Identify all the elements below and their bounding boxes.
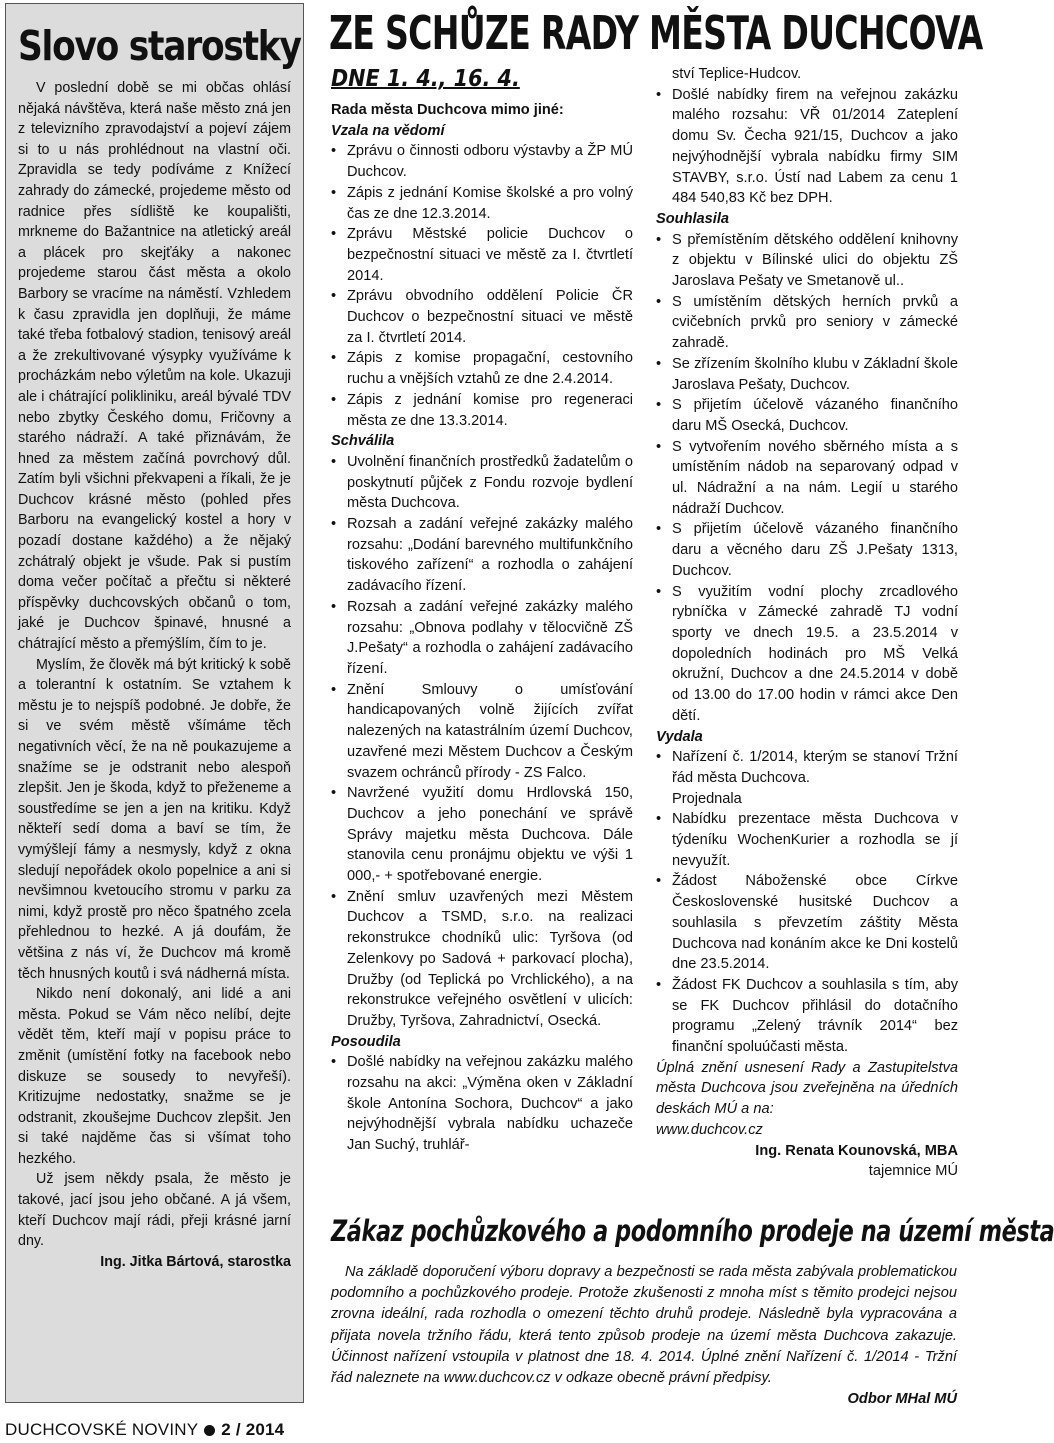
- page-footer: [5, 1420, 284, 1440]
- list-posoudila: [331, 1052, 633, 1156]
- notice-title: Zákaz pochůzkového a podomního prodeje na území města: [331, 1214, 1054, 1248]
- mayor-paragraph: V poslední době se mi občas ohlásí nějaká návštěva, která naše město zná jen z televizního zpravodajství a pojeví zájem si to u nás prohlédnout na vlastní oči. Zpravidla se tedy podíváme z Knížecí zahrady do zámecké, projedeme město od radnice přes sídliště ke koupališti, mrkneme do Bažantnice na atletický areál a plácek pro skejťáky a nakonec projedeme starou část města a okolo Barbory se vracíme na náměstí. Vzhledem k času zpravidla jen doplňuji, že máme také třeba fotbalový stadion, tenisový areál a že zrekultivované výsypky využíváme k procházkám nebo výletům na kole. Ukazuji ale i chátrající polikliniku, areál bývalé TDV nebo zbytky Českého domu, Fričovny a starého nádraží. A také přiznávám, že hned za městem začíná povrchový důl. Zatím byli všichni překvapeni a říkali, že je Duchcov krásné město (pohled přes Barboru na evangelický kostel a hory v pozadí dostane každého) a že nějaký zchátralý objekt je všude. Pak si pustím doma večer počítač a přečtu si některé příspěvky duchcovských občanů o tom, jaké je Duchcov špinavé, hnusné a chátrající město a přemýšlím, čím to je.: [18, 80, 291, 653]
- list-item: • Rozsah a zadání veřejné zakázky malého rozsahu: „Dodání barevného multifunkčního tiskového zařízení“ a rozhodla o zahájení zadávacího řízení.: [331, 514, 633, 597]
- notice-paragraph: Na základě doporučení výboru dopravy a bezpečnosti se rada města zabývala problematickou podomního a pochůzkového prodeje. Protože zkušenosti z mnoha míst s těmito prodejci nejsou zrovna ideální, rada rozhodla o omezení těchto druhů prodeje. Následně byla vypracována a přijata novela tržního řádu, která tento způsob prodeje na území města Duchcova zakazuje. Účinnost nařízení vstoupila v platnost dne 18. 4. 2014. Úplné znění Nařízení č. 1/2014 - Tržní řád naleznete na www.duchcov.cz v odkaze obecně právní předpisy.: [331, 1264, 957, 1387]
- list-posoudila-2: [656, 85, 958, 209]
- issue-number: 2 / 2014: [221, 1420, 285, 1439]
- list-item: • S přijetím účelově vázaného finančního daru a věcného daru ZŠ J.Pešaty 1313, Duchcov.: [656, 519, 958, 581]
- list-item: • S přemístěním dětského oddělení knihovny z objektu v Bílinské ulici do objektu ZŠ Jaroslava Pešaty ve Smetanově ul..: [656, 230, 958, 292]
- list-item: • Znění smluv uzavřených mezi Městem Duchcov a TSMD, s.r.o. na realizaci rekonstrukce chodníků ulic: Tyršova (od Zelenkovy po Sadová + parkovací plocha), Družby (od Teplická po Vrchlického), a na rekonstrukce veřejného osvětlení v ulicích: Družby, Tyršova, Zahradnictví, Osecká.: [331, 887, 633, 1032]
- list-item: • Žádost Náboženské obce Církve Československé husitské Duchcov a souhlasila s převzetím záštity Města Duchcova nad konáním akce ke Dni kostelů dne 23.5.2014.: [656, 871, 958, 975]
- council-dates: DNE 1. 4., 16. 4.: [331, 66, 520, 92]
- list-item: • Nabídku prezentace města Duchcova v týdeníku WochenKurier a rozhodla se jí nevyužít.: [656, 809, 958, 871]
- list-item-continuation: ství Teplice-Hudcov.: [672, 66, 802, 82]
- section-heading-schvalila: Schválila: [331, 433, 395, 450]
- list-item: • S vytvořením nového sběrného místa a s umístěním nádob na separovaný odpad v ul. Nádražní a na nám. Legií u starého nádraží Duchcov.: [656, 437, 958, 520]
- list-vzala: [331, 141, 633, 431]
- list-item: • Rozsah a zadání veřejné zakázky malého rozsahu: „Obnova podlahy v tělocvičně ZŠ J.Pešaty“ a rozhodla o zahájení zadávacího řízení.: [331, 597, 633, 680]
- section-heading-vydala: Vydala: [656, 728, 703, 745]
- list-item: • Znění Smlouvy o umísťování handicapovaných volně žijících zvířat nalezených na katastrálním území Duchcov, uzavřené mezi Městem Duchcov a Českým svazem ochránců přírody - ZS Falco.: [331, 680, 633, 784]
- list-schvalila: [331, 452, 633, 1032]
- list-vydala: [656, 747, 958, 788]
- list-item: • Zprávu obvodního oddělení Policie ČR Duchcov o bezpečnostní situaci ve městě za I. čtvrtletí 2014.: [331, 286, 633, 348]
- closing-note: Úplná znění usnesení Rady a Zastupitelstva města Duchcova jsou zveřejněna na úředních deskách MÚ a na:: [656, 1059, 958, 1118]
- website-link[interactable]: www.duchcov.cz: [656, 1121, 763, 1138]
- section-heading-vzala: Vzala na vědomí: [331, 122, 445, 139]
- notice-signature: Odbor MHal MÚ: [847, 1391, 957, 1408]
- mayor-paragraph: Nikdo není dokonalý, ani lidé a ani města. Pokud se Vám něco nelíbí, dejte vědět těm, kteří mají v popisu práce to změnit (umístění fotky na facebook nebo diskuze se sousedy to nevyřeší). Kritizujme nedostatky, snažme se je odstranit, zkoušejme Duchcov zlepšit. Jen si také najděme čas si všímat toho hezkého.: [18, 986, 291, 1167]
- list-item: • Zápis z jednání Komise školské a pro volný čas ze dne 12.3.2014.: [331, 183, 633, 224]
- list-item: • Došlé nabídky firem na veřejnou zakázku malého rozsahu: VŘ 01/2014 Zateplení domu Sv. Čecha 921/15, Duchcov a jako nejvýhodnější vybrala nabídku firmy SIM STAVBY, s.r.o. Ústí nad Labem za cenu 1 484 540,83 Kč bez DPH.: [656, 85, 958, 209]
- list-item: • S využitím vodní plochy zrcadlového rybníčka v Zámecké zahradě TJ vodní sporty ve dnech 19.5. a 23.5.2014 v dopoledních hodinách pro MŠ Velká okružní, Duchcov a dne 24.5.2014 v době od 13.00 do 17.00 hodin v rámci akce Den dětí.: [656, 582, 958, 727]
- list-item: • S umístěním dětských herních prvků a cvičebních prvků pro seniory v zámecké zahradě.: [656, 292, 958, 354]
- list-item: • Se zřízením školního klubu v Základní škole Jaroslava Pešaty, Duchcov.: [656, 354, 958, 395]
- list-item: • Žádost FK Duchcov a souhlasila s tím, aby se FK Duchcov přihlásil do dotačního programu „Zelený trávník 2014“ bez finanční spoluúčasti města.: [656, 975, 958, 1058]
- author-name: Ing. Renata Kounovská, MBA: [755, 1142, 958, 1159]
- section-heading-souhlasila: Souhlasila: [656, 210, 729, 227]
- list-item: • Zápis z komise propagační, cestovního ruchu a vnějších vztahů ze dne 2.4.2014.: [331, 348, 633, 389]
- list-item: • Zprávu o činnosti odboru výstavby a ŽP MÚ Duchcov.: [331, 141, 633, 182]
- list-item: • Navržené využití domu Hrdlovská 150, Duchcov a jeho ponechání ve správě Správy majetku města Duchcova. Dále stanovila cenu pronájmu objektu ve výši 1 000,- + spotřebované energie.: [331, 783, 633, 887]
- council-column-left: [331, 100, 633, 1156]
- council-banner: ZE SCHŮZE RADY MĚSTA DUCHCOVA: [329, 6, 983, 60]
- list-projednala: [656, 809, 958, 1057]
- council-lead: Rada města Duchcova mimo jiné:: [331, 102, 564, 118]
- mayor-paragraph: Už jsem někdy psala, že město je takové, jací jsou jeho občané. A já všem, kteří Duchcov mají rádi, přeji krásné jarní dny.: [18, 1171, 291, 1250]
- section-heading-projednala: Projednala: [672, 790, 742, 807]
- mayor-paragraph: Myslím, že člověk má být kritický k sobě a tolerantní k ostatním. Se vztahem k městu je to nejspíš podobné. Je dobře, že si ve svém městě všímáme těch negativních věcí, že na ně poukazujeme a snažíme se je odstranit nebo alespoň zlepšit. Jen je škoda, když to přeženeme a soustředíme se jen a jen na kritiku. Když někteří sedí doma a baví se tím, že vymýšlejí fámy a nesmysly, když z okna sledují nepořádek okolo popelnice a ani si nevšimnou kvetoucího stromu v parku za nimi, když prostě pro něco špatného zcela přehlednou to hezké. A já doufám, že většina z nás ví, že Duchcov má kromě těch hnusných koutů i svá nádherná místa.: [18, 656, 291, 982]
- author-role: tajemnice MÚ: [868, 1163, 958, 1180]
- mayor-column-title: Slovo starostky: [18, 22, 301, 70]
- list-item: • S přijetím účelově vázaného finančního daru MŠ Osecká, Duchcov.: [656, 395, 958, 436]
- list-item: • Zápis z jednání komise pro regeneraci města ze dne 13.3.2014.: [331, 390, 633, 431]
- council-column-right: [656, 64, 958, 1182]
- mayor-signature: Ing. Jitka Bártová, starostka: [100, 1253, 291, 1270]
- list-item: • Nařízení č. 1/2014, kterým se stanoví Tržní řád města Duchcova.: [656, 747, 958, 788]
- bullet-dot-icon: [204, 1425, 215, 1436]
- mayor-column: [5, 3, 304, 1403]
- notice-body: [331, 1262, 957, 1410]
- list-item: • Došlé nabídky na veřejnou zakázku malého rozsahu na akci: „Výměna oken v Základní škole Antonína Sochora, Duchcov“ a jako nejvýhodnější vybrala nabídku uchazeče Jan Suchý, truhlář-: [331, 1052, 633, 1156]
- list-item: • Uvolnění finančních prostředků žadatelům o poskytnutí půjček z Fondu rozvoje bydlení města Duchcova.: [331, 452, 633, 514]
- list-item: • Zprávu Městské policie Duchcov o bezpečnostní situaci ve městě za I. čtvrtletí 2014.: [331, 224, 633, 286]
- publication-name: DUCHCOVSKÉ NOVINY: [5, 1420, 199, 1439]
- list-souhlasila: [656, 230, 958, 727]
- section-heading-posoudila: Posoudila: [331, 1033, 401, 1050]
